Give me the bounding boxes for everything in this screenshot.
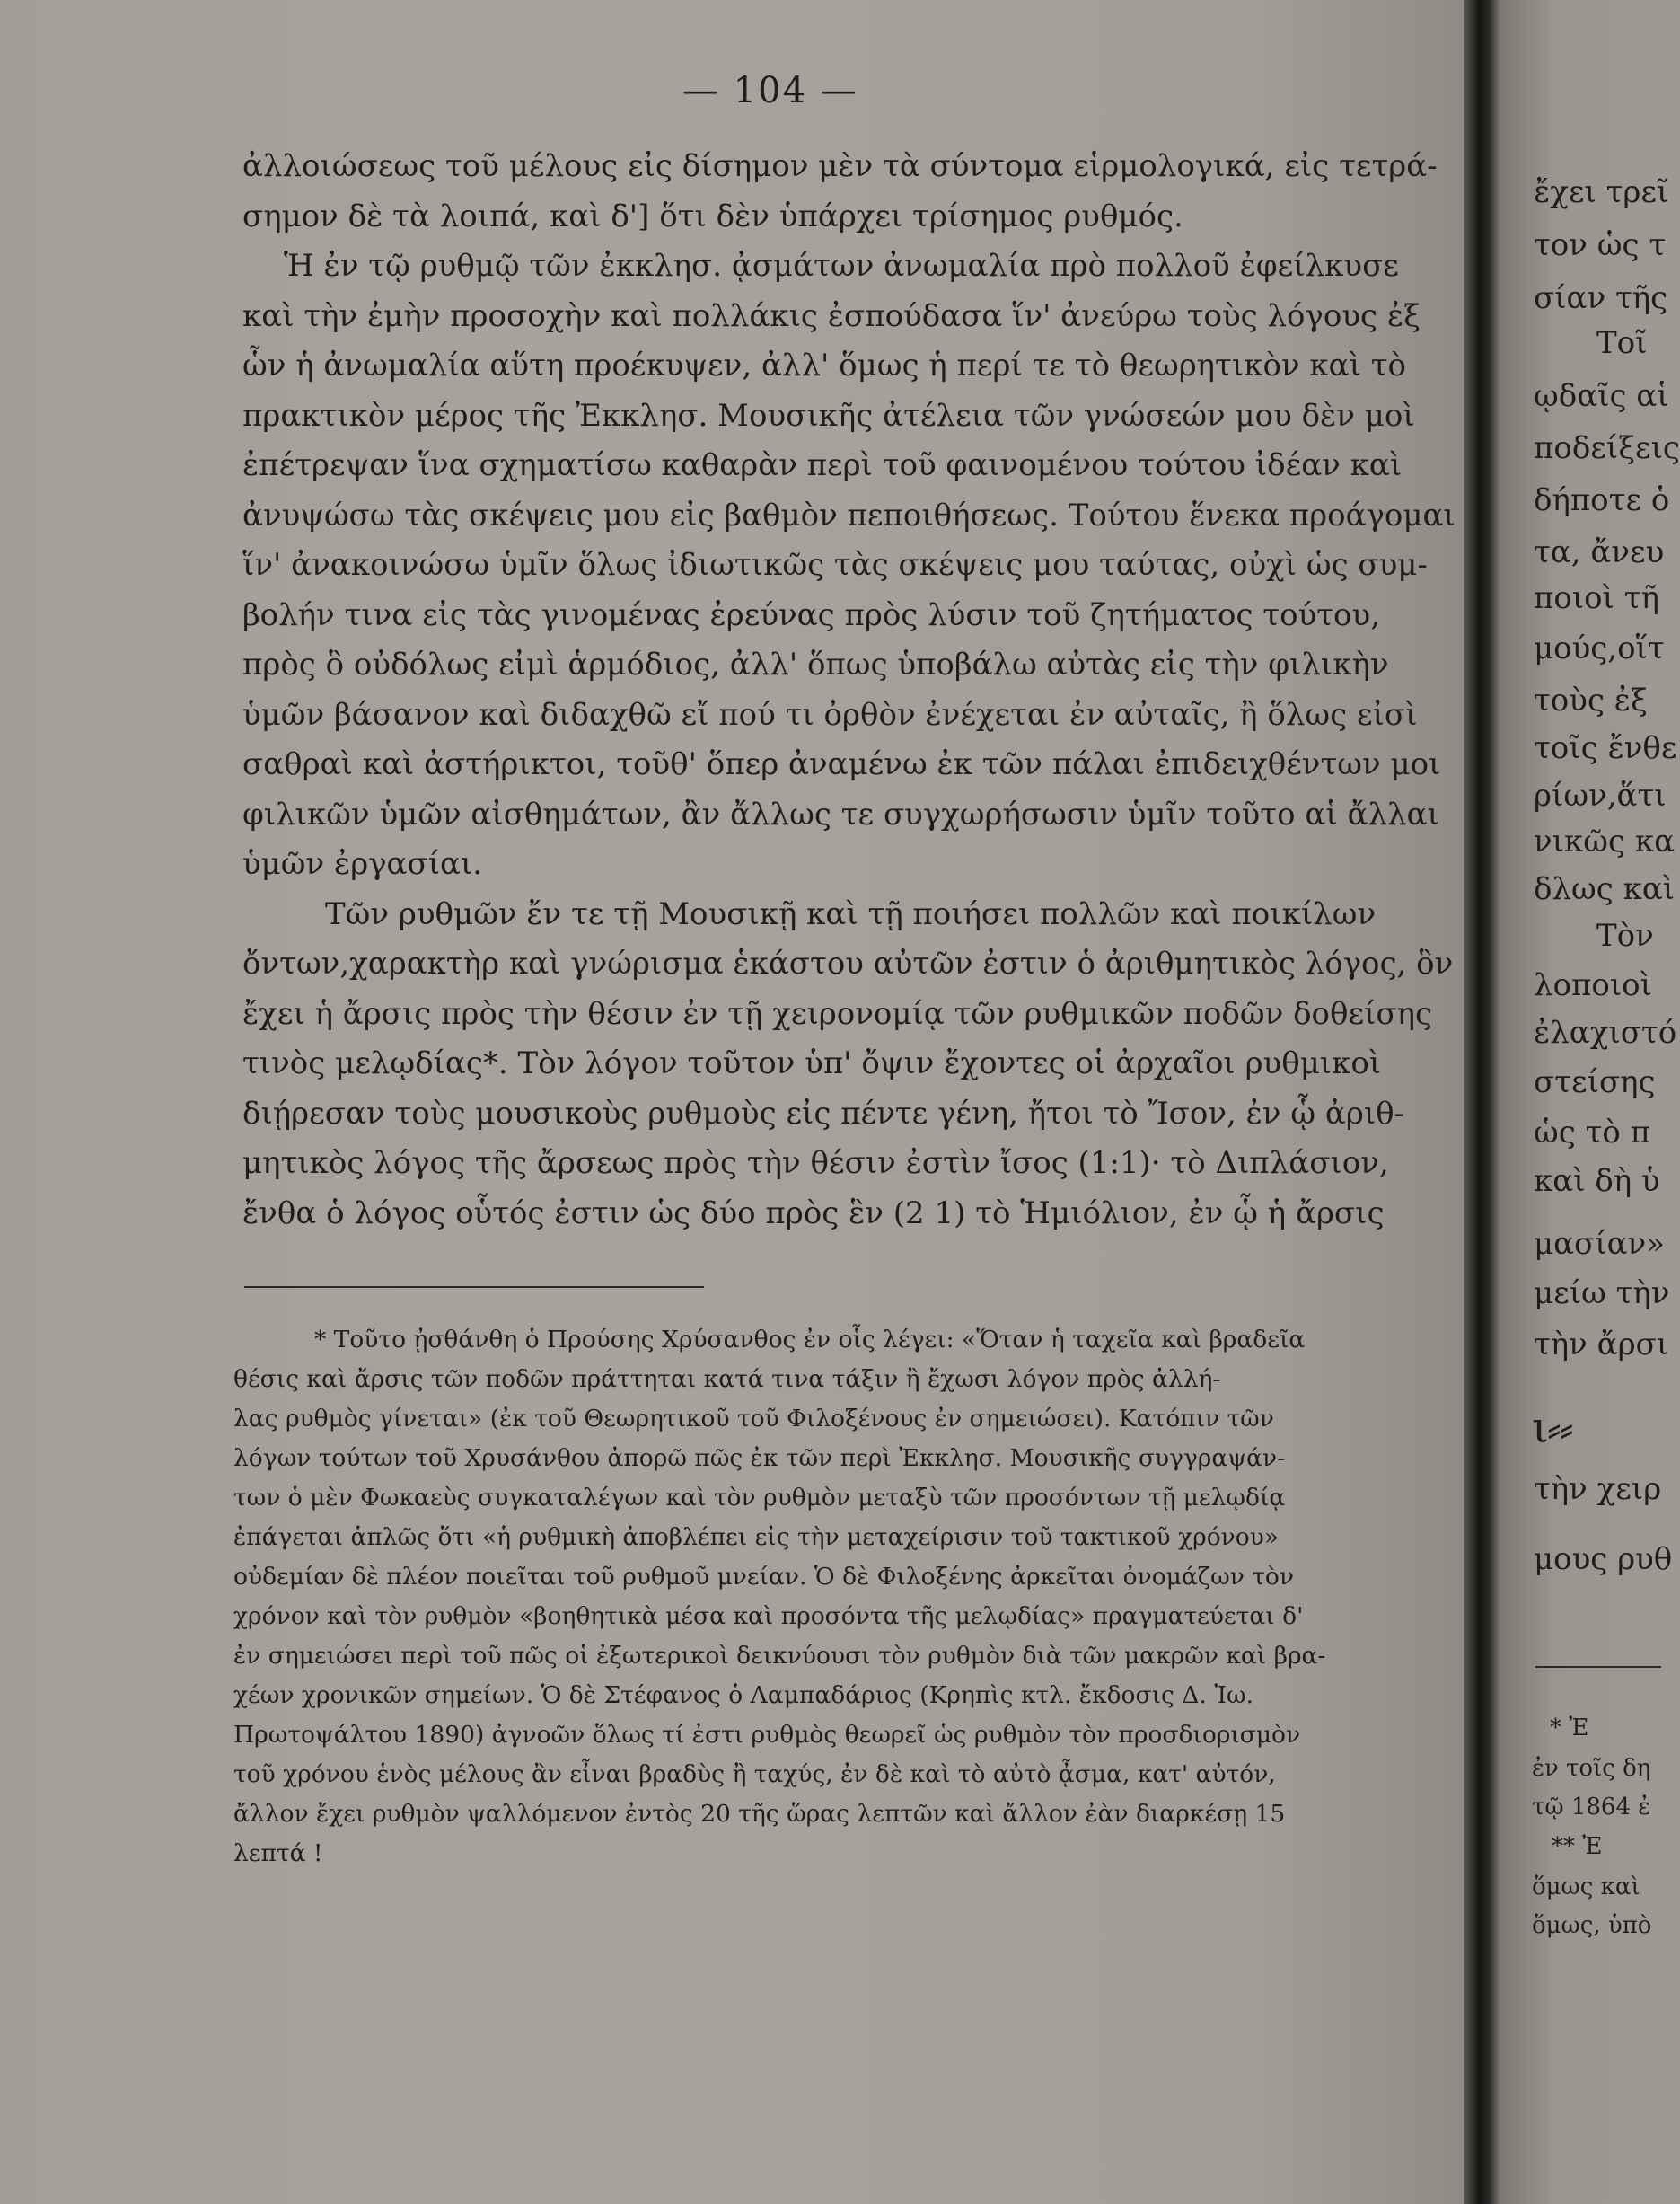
body-line: ἔχει ἡ ἄρσις πρὸς τὴν θέσιν ἐν τῇ χειρονομίᾳ τῶν ρυθμικῶν ποδῶν δοθείσης [242,995,1433,1032]
next-page-line: μους ρυθ [1534,1541,1673,1577]
body-line: ἀλλοιώσεως τοῦ μέλους εἰς δίσημον μὲν τὰ σύντομα εἱρμολογικά, εἰς τετρά- [242,148,1438,184]
next-page-footnote-line: ὅμως, ὑπὸ [1532,1912,1652,1939]
next-page-footnote-line: ** Ἐ [1552,1833,1603,1860]
next-page-line: ῳδαῖς αἱ [1534,378,1669,414]
body-line: Τῶν ρυθμῶν ἔν τε τῇ Μουσικῇ καὶ τῇ ποιήσει πολλῶν καὶ ποικίλων [325,895,1377,932]
body-line: διῄρεσαν τοὺς μουσικοὺς ρυθμοὺς εἰς πέντε γένη, ἤτοι τὸ Ἴσον, ἐν ᾧ ἀριθ- [242,1095,1405,1132]
next-page-line: καὶ δὴ ὑ [1534,1163,1660,1199]
body-line: ἔνθα ὁ λόγος οὗτός ἐστιν ὡς δύο πρὸς ἓν (2 1) τὸ Ἡμιόλιον, ἐν ᾧ ἡ ἄρσις [242,1195,1385,1231]
body-line: ἵν' ἀνακοινώσω ὑμῖν ὅλως ἰδιωτικῶς τὰς σκέψεις μου ταύτας, οὐχὶ ὡς συμ- [242,547,1428,583]
page-number: — 104 — [682,70,858,111]
next-page-footnote-line: τῷ 1864 ἐ [1532,1794,1651,1821]
next-page-footnote-divider [1535,1666,1661,1668]
footnotes [233,1320,1401,1873]
body-line: ὑμῶν βάσανον καὶ διδαχθῶ εἴ πού τι ὀρθὸν ἐνέχεται ἐν αὐταῖς, ἢ ὅλως εἰσὶ [242,696,1418,733]
footnote-line: * Τοῦτο ᾐσθάνθη ὁ Προύσης Χρύσανθος ἐν οἷς λέγει: «Ὅταν ἡ ταχεῖα καὶ βραδεῖα [314,1326,1306,1353]
footnote-line: ἄλλον ἔχει ρυθμὸν ψαλλόμενον ἐντὸς 20 τῆς ὥρας λεπτῶν καὶ ἄλλον ἐὰν διαρκέσῃ 15 [233,1800,1286,1828]
next-page-line: δήποτε ὁ [1534,482,1670,518]
next-page-line: λοποιοὶ [1534,967,1652,1003]
footnote-line: Πρωτοψάλτου 1890) ἀγνοῶν ὅλως τί ἐστι ρυθμὸς θεωρεῖ ὡς ρυθμὸν τὸν προσδιορισμὸν [233,1721,1301,1749]
footnote-line: ἐν σημειώσει περὶ τοῦ πῶς οἱ ἐξωτερικοὶ δεικνύουσι τὸν ρυθμὸν διὰ τῶν μακρῶν καὶ βρα- [233,1642,1326,1670]
next-page-line: ἔχει τρεῖ [1534,174,1669,210]
footnote-line: λόγων τούτων τοῦ Χρυσάνθου ἀπορῶ πῶς ἐκ τῶν περὶ Ἐκκλησ. Μουσικῆς συγγραψάν- [233,1444,1286,1472]
body-line: Ἡ ἐν τῷ ρυθμῷ τῶν ἐκκλησ. ᾀσμάτων ἀνωμαλία πρὸ πολλοῦ ἐφείλκυσε [284,248,1399,284]
body-line: πρὸς ὃ οὐδόλως εἰμὶ ἁρμόδιος, ἀλλ' ὅπως ὑποβάλω αὐτὰς εἰς τὴν φιλικὴν [242,647,1389,683]
music-notation-glyph: ι⸗⸗ [1532,1403,1572,1453]
next-page-line: δλως καὶ [1534,871,1676,907]
footnote-line: λεπτά ! [233,1839,323,1867]
next-page-line: ποδείξεις [1534,430,1680,466]
next-page-line: τοὺς ἐξ [1534,683,1648,719]
body-line: ἐπέτρεψαν ἵνα σχηματίσω καθαρὰν περὶ τοῦ φαινομένου τούτου ἰδέαν καὶ [242,447,1403,483]
next-page-line: τὴν ἄρσι [1534,1327,1669,1362]
book-gutter [1464,0,1500,2204]
book-page-right-partial [1500,0,1680,2204]
next-page-line: νικῶς κα [1534,824,1676,860]
footnote-line: τοῦ χρόνου ἑνὸς μέλους ἂν εἶναι βραδὺς ἢ ταχύς, ἐν δὲ καὶ τὸ αὐτὸ ᾆσμα, κατ' αὐτόν, [233,1760,1276,1788]
next-page-line: τον ὡς τ [1534,227,1667,263]
next-page-footnote-line: * Ἐ [1550,1715,1589,1741]
next-page-line: τοῖς ἔνθε [1534,730,1677,766]
body-text [242,142,1456,1239]
next-page-line: τὴν χειρ [1534,1471,1662,1507]
body-line: ἀνυψώσω τὰς σκέψεις μου εἰς βαθμὸν πεποιθήσεως. Τούτου ἕνεκα προάγομαι [242,497,1456,533]
body-line: σαθραὶ καὶ ἀστήρικτοι, τοῦθ' ὅπερ ἀναμένω ἐκ τῶν πάλαι ἐπιδειχθέντων μοι [242,746,1441,782]
next-page-line: ἐλαχιστό [1534,1015,1677,1051]
body-line: τινὸς μελῳδίας*. Τὸν λόγον τοῦτον ὑπ' ὄψιν ἔχοντες οἱ ἀρχαῖοι ρυθμικοὶ [242,1045,1382,1081]
next-page-line: σίαν τῆς [1534,280,1668,316]
footnote-line: χρόνον καὶ τὸν ρυθμὸν «βοηθητικὰ μέσα καὶ προσόντα τῆς μελῳδίας» πραγματεύεται δ' [233,1602,1304,1630]
next-page-line: Τοῖ [1596,325,1648,361]
footnote-line: θέσις καὶ ἄρσις τῶν ποδῶν πράττηται κατά τινα τάξιν ἢ ἔχωσι λόγον πρὸς ἀλλή- [233,1365,1221,1393]
next-page-line: μείω τὴν [1534,1275,1670,1311]
next-page-line: μασίαν» [1534,1226,1666,1262]
footnote-divider [244,1286,704,1288]
body-line: ὄντων,χαρακτὴρ καὶ γνώρισμα ἑκάστου αὐτῶν ἐστιν ὁ ἀριθμητικὸς λόγος, ὃν [242,946,1454,982]
body-line: βολήν τινα εἰς τὰς γινομένας ἐρεύνας πρὸς λύσιν τοῦ ζητήματος τούτου, [242,596,1380,633]
footnote-line: των ὁ μὲν Φωκαεὺς συγκαταλέγων καὶ τὸν ρυθμὸν μεταξὺ τῶν προσόντων τῇ μελῳδίᾳ [233,1484,1286,1512]
footnote-line: λας ρυθμὸς γίνεται» (ἐκ τοῦ Θεωρητικοῦ τοῦ Φιλοξένους ἐν σημειώσει). Κατόπιν τῶν [233,1405,1274,1433]
footnote-line: χέων χρονικῶν σημείων. Ὁ δὲ Στέφανος ὁ Λαμπαδάριος (Κρηπὶς κτλ. ἔκδοσις Δ. Ἰω. [233,1681,1254,1709]
body-line: ὑμῶν ἐργασίαι. [242,846,483,882]
next-page-line: τα, ἄνευ [1534,534,1665,570]
body-line: καὶ τὴν ἐμὴν προσοχὴν καὶ πολλάκις ἐσπούδασα ἵν' ἀνεύρω τοὺς λόγους ἐξ [242,297,1421,334]
next-page-line: μούς,οἵτ [1534,630,1665,666]
next-page-line: ρίων,ἅτι [1534,778,1667,814]
next-page-footnote-line: ἐν τοῖς δη [1532,1755,1651,1782]
body-line: φιλικῶν ὑμῶν αἰσθημάτων, ἂν ἄλλως τε συγχωρήσωσιν ὑμῖν τοῦτο αἱ ἄλλαι [242,796,1439,833]
next-page-line: Τὸν [1596,918,1654,954]
next-page-footnote-line: ὅμως καὶ [1532,1873,1640,1900]
body-line: πρακτικὸν μέρος τῆς Ἐκκλησ. Μουσικῆς ἀτέλεια τῶν γνώσεών μου δὲν μοὶ [242,397,1415,434]
footnote-line: οὐδεμίαν δὲ πλέον ποιεῖται τοῦ ρυθμοῦ μνείαν. Ὁ δὲ Φιλοξένης ἀρκεῖται ὀνομάζων τὸν [233,1563,1294,1591]
body-line: μητικὸς λόγος τῆς ἄρσεως πρὸς τὴν θέσιν ἐστὶν ἴσος (1:1)· τὸ Διπλάσιον, [242,1145,1389,1181]
next-page-line: στείσης [1534,1064,1656,1100]
body-line: ὧν ἡ ἀνωμαλία αὕτη προέκυψεν, ἀλλ' ὅμως ἡ περί τε τὸ θεωρητικὸν καὶ τὸ [242,348,1407,383]
next-page-line: ποιοὶ τῆ [1534,580,1659,616]
body-line: σημον δὲ τὰ λοιπά, καὶ δ'] ὅτι δὲν ὑπάρχει τρίσημος ρυθμός. [242,198,1183,234]
next-page-line: ὡς τὸ π [1534,1115,1651,1150]
footnote-line: ἐπάγεται ἁπλῶς ὅτι «ἡ ρυθμικὴ ἀποβλέπει εἰς τὴν μεταχείρισιν τοῦ τακτικοῦ χρόνου» [233,1523,1280,1551]
